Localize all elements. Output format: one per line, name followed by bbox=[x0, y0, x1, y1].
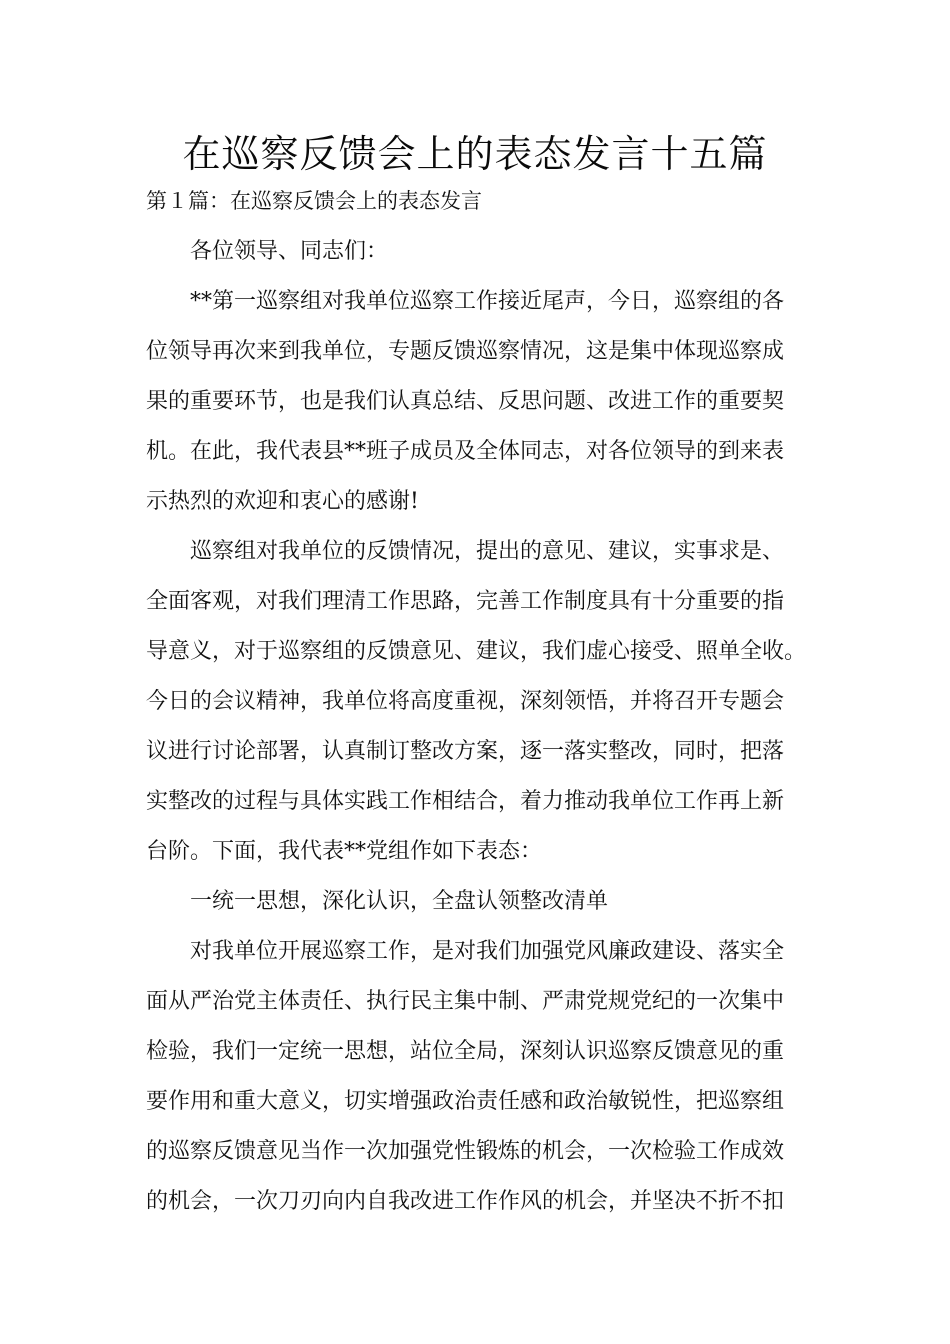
text-line: 示热烈的欢迎和衷心的感谢! bbox=[146, 489, 419, 514]
text-line: 机。在此，我代表县**班子成员及全体同志，对各位领导的到来表 bbox=[146, 439, 785, 464]
text-line: **第一巡察组对我单位巡察工作接近尾声，今日，巡察组的各 bbox=[190, 289, 785, 314]
text-line: 议进行讨论部署，认真制订整改方案，逐一落实整改，同时，把落 bbox=[146, 739, 785, 764]
text-line: 导意义，对于巡察组的反馈意见、建议，我们虚心接受、照单全收。 bbox=[146, 639, 807, 664]
text-line: 台阶。下面，我代表**党组作如下表态： bbox=[146, 839, 543, 864]
section-subtitle: 第１篇：在巡察反馈会上的表态发言 bbox=[146, 189, 482, 213]
text-line: 实整改的过程与具体实践工作相结合，着力推动我单位工作再上新 bbox=[146, 789, 785, 814]
text-line: 今日的会议精神，我单位将高度重视，深刻领悟，并将召开专题会 bbox=[146, 689, 785, 714]
text-line: 巡察组对我单位的反馈情况，提出的意见、建议，实事求是、 bbox=[190, 539, 785, 564]
text-line: 要作用和重大意义，切实增强政治责任感和政治敏锐性，把巡察组 bbox=[146, 1089, 785, 1114]
text-line: 面从严治党主体责任、执行民主集中制、严肃党规党纪的一次集中 bbox=[146, 989, 785, 1014]
text-line: 全面客观，对我们理清工作思路，完善工作制度具有十分重要的指 bbox=[146, 589, 785, 614]
text-line: 检验，我们一定统一思想，站位全局，深刻认识巡察反馈意见的重 bbox=[146, 1039, 785, 1064]
text-line: 果的重要环节，也是我们认真总结、反思问题、改进工作的重要契 bbox=[146, 389, 785, 414]
text-line: 位领导再次来到我单位，专题反馈巡察情况，这是集中体现巡察成 bbox=[146, 339, 785, 364]
text-line: 的机会，一次刀刃向内自我改进工作作风的机会，并坚决不折不扣 bbox=[146, 1189, 785, 1214]
text-line: 对我单位开展巡察工作，是对我们加强党风廉政建设、落实全 bbox=[190, 939, 785, 964]
section-heading: 一统一思想，深化认识，全盘认领整改清单 bbox=[190, 889, 609, 914]
document-title: 在巡察反馈会上的表态发言十五篇 bbox=[182, 132, 768, 176]
greeting-line: 各位领导、同志们： bbox=[190, 239, 389, 264]
text-line: 的巡察反馈意见当作一次加强党性锻炼的机会，一次检验工作成效 bbox=[146, 1139, 785, 1164]
